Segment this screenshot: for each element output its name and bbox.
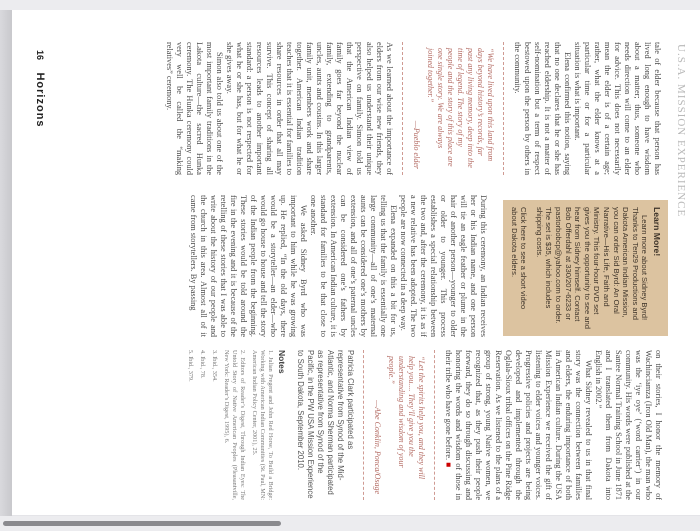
scrollbar-thumb[interactable] [3,521,281,526]
note: 4. Ibid., 78. [199,350,206,379]
pull-quote-text: “Let the spirits help you, and they will help you.... They’ll give you the understanding and wisdom of your people.” [387,356,426,480]
learn-more-body: Learn more about Sidney Byrd! Thanks to Ten29 Productions and Dakota American Indian Mission, you can order Sid Byrd: An Oral Narrative—His Life, Faith and Ministry. This four-hour DVD set gives you the opportunity to see and hear from Sidney himself. Contact Bob Offerdahl at 330/207-6233 or pastorbobcp@yahoo.com to order. The set is $35, which includes shipping costs. [534,207,650,330]
paragraph-text: What Sidney revealed to us in that final story was the connection between families and elders, the enduring importance of both in American Indian culture. During the USA Mission Experience we received the gift of listening to elder voices and younger voices. Progressive policies and projects are being developed and implemented through the Oglala-Sioux tribal offices on the Pine Ridge Reservation. As we listened to the plans of a group of strong, young Native women, we recognized that, as they push their people forward, they do so through discussing and honoring the words and wisdom of those in their tribe who have gone before. [444,350,593,500]
end-mark-icon: ■ [444,462,453,468]
paragraph: During this ceremony, an Indian receives her or his Indian name, and one person will tie an eagle feather or plume in the hair of another person—younger to older or older to younger. This process establishes a special relationship between the two and, after the ceremony, it is as if a new relative has been adopted. The two people are now connected in a deep way. [399,195,488,337]
column-3 [33,350,663,500]
paragraph: As we learned about the importance of elders from our wise new friends, they also helped us understand their unique perspective on family. Simon told us that the American Indian view of family goes far beyond the nuclear family, extending to grandparents, uncles, aunts and cousins. In this larger family unit, members work and share together. American Indian tradition teaches that it is essential for families to share resources in order that all may survive. This concept of sharing all resources leads to another important standard: a person is not respected for what he or she has, but for what he or she gives away. [225,42,394,175]
video-link[interactable]: Click here to see a short video about Dakota elders. [509,207,529,310]
learn-more-title: Learn More! [652,207,662,257]
paragraph: Elena expanded on this a bit for us, telling us that the family is essentially one large community—all of one’s maternal aunts can be considered one’s mothers by extension, and all of one’s paternal uncles can be considered one’s fathers by extension. In American Indian culture, it is standard for families to be that close to one another. [309,195,398,337]
author-bio: Patricia Clark participated as representative from Synod of the Mid-Atlantic, and Norma Sherman participated as representative from Synod of the Pacific, in the PW USA Mission Experience to South Dakota, September 2010. [296,350,355,499]
paragraph: Simon also told us about one of the most important family traditions in the Lakota culture—the sacred Hunka ceremony. The Hunka ceremony could very well be called the “making relatives” ceremony. [165,42,224,175]
pull-quote-attribution: —Abe Conklin, Ponca/Osage [373,400,382,494]
notes-title: Notes [277,350,287,374]
pull-quote [363,350,435,500]
note: 3. Ibid., 354. [211,350,218,382]
paragraph: Elena confirmed this notion, saying that no one declares that he or she has reached eldership. It is not a matter of self-nomination but a term of respect bestowed upon the person by others in the community. [513,42,572,175]
learn-more-box [503,200,668,336]
pull-quote-attribution: —Pueblo elder [412,120,421,169]
pull-quote [402,42,504,175]
notes-section [186,350,287,500]
pull-quote-text: “We have lived upon this land from days beyond history’s records, far past any living memory, deep into the time of legend. The story of my people and the story of this place are one single story. We are always joined together.” [426,48,495,168]
stamp-text: U.S.A. MISSION EXPERIENCE [675,44,687,218]
page-number: 16 [35,50,45,61]
note: 1. Julian Pregent and John Red Horse, To Build a Bridge: Working with American Indian Communities (St. Paul, MN: American Indian Policy Center, 2001), 25. [251,350,274,500]
paragraph: We asked Sidney Byrd who was important to him while he was growing up. He replied, “In the old days, there would be a storyteller—an elder—who would go house to house and tell the story of the Indian people from the beginning. These stories would be told around the fire in the evening and it is because of the retelling of these stories that I was able to write about the history of our people and the church in this area. Almost all of it came from storytellers. By passing [189,195,308,337]
column-2 [28,195,488,337]
note: 2. Editors of Reader’s Digest, Through Indian Eyes: The Untold Story of Native American Peoples (Pleasantville, New York: Reader’s Digest, 1995), 6. [223,350,246,500]
magazine-page [12,10,700,515]
viewer-left-margin [0,10,12,517]
paragraph: on their stories, I honor the memory of Wachinciamza (Iron Old Man), the man who was the ‘iye oye’ (‘word carrier’) in our community. His words were published at the Santee Normal Training School in June 1871 and I translated them from Dakota into English in 2002.” [594,350,663,500]
note: 5. Ibid., 379. [187,350,194,382]
paragraph [443,350,593,500]
folio [32,50,50,128]
magazine-logo: Horizons [34,72,46,128]
column-1 [56,42,662,175]
paragraph: tale of elder because that person has lived long enough to have wisdom about a matter; thus, someone who needs direction will come to an elder for advice. This does not necessarily mean the elder is of a certain age; rather, what the elder knows at a particular time or for a particular situation is what is important. [573,42,662,175]
